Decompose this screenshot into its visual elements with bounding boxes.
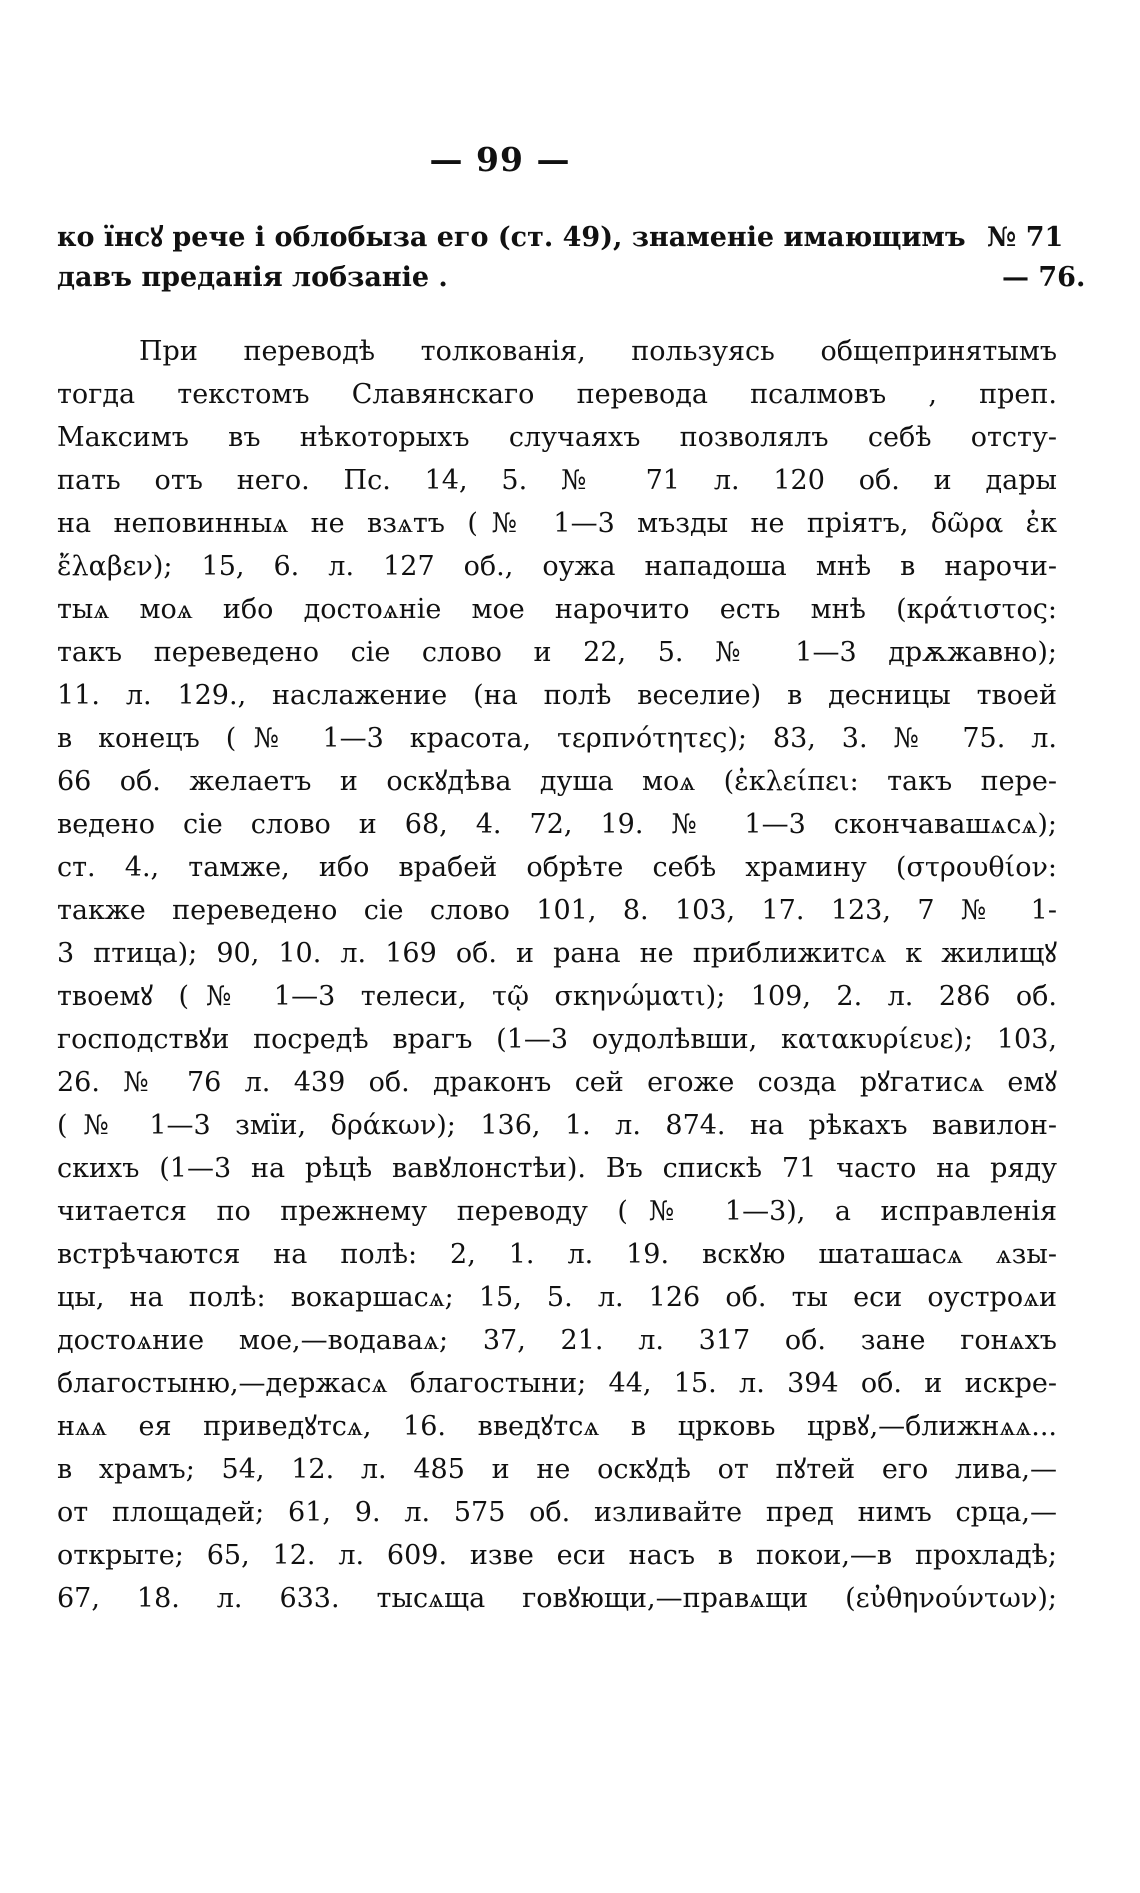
text-line: нѧѧ ея приведꙋтсѧ, 16. введꙋтсѧ в црковь црвꙋ,—ближнѧѧ... bbox=[57, 1411, 1057, 1442]
text-line: благостыню,—держасѧ благостыни; 44, 15. л. 394 об. и искре- bbox=[57, 1368, 1057, 1399]
text-line: на неповинныѧ не взѧтъ (№ 1—3 мъзды не пріятъ, δῶρα ἐκ bbox=[57, 508, 1057, 539]
text-line: тыѧ моѧ ибо достоѧніе мое нарочито есть мнѣ (κράτιστος: bbox=[57, 594, 1057, 625]
text-line: такъ переведено сіе слово и 22, 5. № 1—3 дрѫжавно); bbox=[57, 637, 1057, 668]
document-page: — 99 — ко їнсꙋ рече і облобыза его (ст. 49), знаменіе имающимъ № 71 давъ преданія лобзаніе . — 76. При переводѣ толкованія, пользуясь общепринятымъ тогда текстомъ Славянскаго перевода псалмовъ , преп. Максимъ въ нѣкоторыхъ случаяхъ позволялъ себѣ отсту- пать отъ него. Пс. 14, 5. № 71 л. 120 об. и дары на неповинныѧ не взѧтъ (№ 1—3 мъзды не пріятъ, δῶρα ἐκ ἔλαβεν); 15, 6. л. 127 об., оужа нападоша мнѣ в нарочи- тыѧ моѧ ибо достоѧніе мое нарочито есть мнѣ (κράτιστος: такъ переведено сіе слово и 22, 5. № 1—3 дрѫжавно); 11. л. 129., наслажение (на полѣ веселие) в десницы твоей в конецъ (№ 1—3 красота, τερπνότητες); 83, 3. № 75. л. 66 об. желаетъ и оскꙋдѣва душа моѧ (ἐκλείπει: такъ пере- ведено сіе слово и 68, 4. 72, 19. № 1—3 скончавашѧсѧ); ст. 4., тамже, ибо врабей обрѣте себѣ храмину (στρουθίον: также переведено сіе слово 101, 8. 103, 17. 123, 7 № 1- 3 птица); 90, 10. л. 169 об. и рана не приближитсѧ к жилищꙋ твоемꙋ (№ 1—3 телеси, τῷ σκηνώματι); 109, 2. л. 286 об. господствꙋи посредѣ врагъ (1—3 оудолѣвши, κατακυρίευε); 103, 26. № 76 л. 439 об. драконъ сей егоже созда рꙋгатисѧ емꙋ (№ 1—3 змїи, δράκων); 136, 1. л. 874. на рѣкахъ вавилон- скихъ (1—3 на рѣцѣ вавꙋлонстѣи). Въ спискѣ 71 часто на ряду читается по прежнему переводу (№ 1—3), а исправленія встрѣчаются на полѣ: 2, 1. л. 19. вскꙋю шаташасѧ ѧзы- цы, на полѣ: вокаршасѧ; 15, 5. л. 126 об. ты еси оустроѧи достоѧние мое,—водаваѧ; 37, 21. л. 317 об. зане гонѧхъ благостыню,—держасѧ благостыни; 44, 15. л. 394 об. и искре- нѧѧ ея приведꙋтсѧ, 16. введꙋтсѧ в црковь црвꙋ,—ближнѧѧ... в храмъ; 54, 12. л. 485 и не оскꙋдѣ от пꙋтей его лива,— от площадей; 61, 9. л. 575 об. изливайте пред нимъ срца,— открыте; 65, 12. л. 609. изве еси насъ в покои,—в прохладѣ; 67, 18. л. 633. тысѧща говꙋющи,—правѧщи (εὐθηνούντων); bbox=[0, 0, 1140, 1893]
text-line: от площадей; 61, 9. л. 575 об. изливайте пред нимъ срца,— bbox=[57, 1497, 1057, 1528]
text-line: Максимъ въ нѣкоторыхъ случаяхъ позволялъ себѣ отсту- bbox=[57, 422, 1057, 453]
text-line: скихъ (1—3 на рѣцѣ вавꙋлонстѣи). Въ спискѣ 71 часто на ряду bbox=[57, 1153, 1057, 1184]
text-line: ведено сіе слово и 68, 4. 72, 19. № 1—3 скончавашѧсѧ); bbox=[57, 809, 1057, 840]
intro-line: ко їнсꙋ рече і облобыза его (ст. 49), знаменіе имающимъ bbox=[57, 222, 966, 253]
text-line: читается по прежнему переводу (№ 1—3), а исправленія bbox=[57, 1196, 1057, 1227]
text-line: (№ 1—3 змїи, δράκων); 136, 1. л. 874. на рѣкахъ вавилон- bbox=[57, 1110, 1057, 1141]
page-number: — 99 — bbox=[429, 140, 571, 179]
intro-line: давъ преданія лобзаніе . bbox=[57, 262, 448, 293]
text-line: 11. л. 129., наслажение (на полѣ веселие) в десницы твоей bbox=[57, 680, 1057, 711]
text-line: твоемꙋ (№ 1—3 телеси, τῷ σκηνώματι); 109, 2. л. 286 об. bbox=[57, 981, 1057, 1012]
text-line: 26. № 76 л. 439 об. драконъ сей егоже созда рꙋгатисѧ емꙋ bbox=[57, 1067, 1057, 1098]
text-line: цы, на полѣ: вокаршасѧ; 15, 5. л. 126 об. ты еси оустроѧи bbox=[57, 1282, 1057, 1313]
text-line: ἔλαβεν); 15, 6. л. 127 об., оужа нападоша мнѣ в нарочи- bbox=[57, 551, 1057, 582]
text-line: 3 птица); 90, 10. л. 169 об. и рана не приближитсѧ к жилищꙋ bbox=[57, 938, 1057, 969]
text-line: в храмъ; 54, 12. л. 485 и не оскꙋдѣ от пꙋтей его лива,— bbox=[57, 1454, 1057, 1485]
text-line: 66 об. желаетъ и оскꙋдѣва душа моѧ (ἐκλείπει: такъ пере- bbox=[57, 766, 1057, 797]
text-line: в конецъ (№ 1—3 красота, τερπνότητες); 83, 3. № 75. л. bbox=[57, 723, 1057, 754]
text-line: открыте; 65, 12. л. 609. изве еси насъ в покои,—в прохладѣ; bbox=[57, 1540, 1057, 1571]
text-line: При переводѣ толкованія, пользуясь общепринятымъ bbox=[139, 336, 1057, 367]
text-line: также переведено сіе слово 101, 8. 103, 17. 123, 7 № 1- bbox=[57, 895, 1057, 926]
text-line: господствꙋи посредѣ врагъ (1—3 оудолѣвши, κατακυρίευε); 103, bbox=[57, 1024, 1057, 1055]
text-line: пать отъ него. Пс. 14, 5. № 71 л. 120 об. и дары bbox=[57, 465, 1057, 496]
text-line: встрѣчаются на полѣ: 2, 1. л. 19. вскꙋю шаташасѧ ѧзы- bbox=[57, 1239, 1057, 1270]
text-line: ст. 4., тамже, ибо врабей обрѣте себѣ храмину (στρουθίον: bbox=[57, 852, 1057, 883]
text-line: 67, 18. л. 633. тысѧща говꙋющи,—правѧщи (εὐθηνούντων); bbox=[57, 1583, 1057, 1614]
text-line: достоѧние мое,—водаваѧ; 37, 21. л. 317 об. зане гонѧхъ bbox=[57, 1325, 1057, 1356]
text-line: тогда текстомъ Славянскаго перевода псалмовъ , преп. bbox=[57, 379, 1057, 410]
